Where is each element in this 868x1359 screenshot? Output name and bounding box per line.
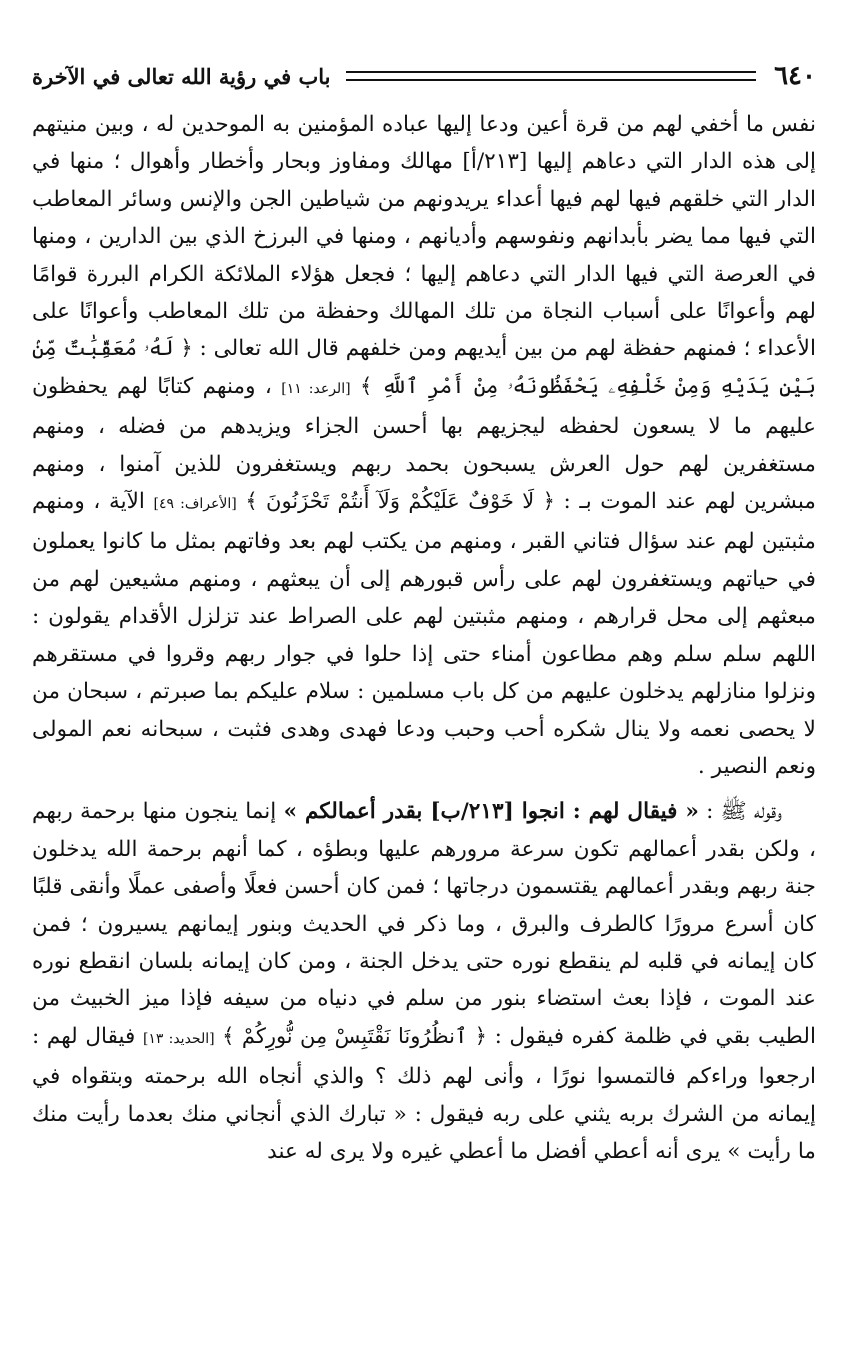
quran-verse-raad: ﴿ لَهُۥ مُعَقِّبَٰتٌ مِّنۢ بَيْنِ يَدَيْهِ وَمِنْ خَلْفِهِۦ يَحْفَظُونَهُۥ مِنْ أَمْرِ ٱللَّهِ ﴾ — [32, 336, 816, 398]
text-segment: الآية ، ومنهم مثبتين لهم عند سؤال فتاني القبر ، ومنهم من يكتب لهم بعد وفاتهم بمثل ما كانوا يعملون في حياتهم ويستغفرون لهم على رأس قبورهم إلى أن يبعثهم ، ومنهم مشيعين لهم من مبعثهم إلى محل قرارهم ، ومنهم مثبتين لهم على الصراط عند تزلزل الأقدام يقولون : اللهم سلم سلم وهم مطاعون أمناء حتى إذا حلوا في جوار ربهم وقروا في مستقرهم ونزلوا منازلهم يدخلون عليهم من كل باب مسلمين : سلام عليكم بما صبرتم ، سبحان من لا يحصى نعمه ولا ينال شكره أحب وحبب ودعا فهدى وهدى فثبت ، سبحانه نعم المولى ونعم النصير . — [32, 489, 816, 779]
page-number: ٦٤٠ — [774, 61, 816, 91]
page-header — [32, 58, 816, 94]
running-title: باب في رؤية الله تعالى في الآخرة — [32, 63, 331, 89]
verse-reference-raad: [الرعد: ١١] — [281, 380, 351, 397]
text-segment: نفس ما أخفي لهم من قرة أعين ودعا إليها عباده المؤمنين به الموحدين له ، وبين منيتهم إلى هذه الدار التي دعاهم إليها [٢١٣/أ] مهالك ومفاوز وبحار وأخطار وأهوال ؛ منها في الدار التي خلقهم فيها لهم فيها أعداء يريدونهم من شياطين الجن والإنس وسائر المعاطب التي فيها مما يضر بأبدانهم ونفوسهم وأديانهم ، ومنها في البرزخ الذي بين الدارين ، ومنها في العرصة التي فيها الدار التي دعاهم إليها ؛ فجعل هؤلاء الملائكة الكرام البررة قوامًا لهم وأعوانًا على أسباب النجاة من تلك المهالك وحفظة من تلك المعاطب وأعوانًا على الأعداء ؛ فمنهم حفظة لهم من بين أيديهم ومن خلفهم قال الله تعالى : — [32, 112, 816, 362]
text-segment: إنما ينجون منها برحمة ربهم ، ولكن بقدر أعمالهم تكون سرعة مرورهم عليها وبطؤه ، كما أنهم برحمة الله يدخلون جنة ربهم وبقدر أعمالهم يقتسمون درجاتها ؛ فمن كان أحسن فعلًا وأصفى عملًا وأنقى قلبًا كان أسرع مرورًا كالطرف والبرق ، وما ذكر في الحديث وبنور إيمانهم يسيرون ؛ فمن كان إيمانه في قلبه لم ينقطع نوره حتى يدخل الجنة ، ومن كان إيمانه بلسان انقطع نوره عند الموت ، فإذا بعث استضاء بنور من سلم في دنياه من سيفه فإذا ميز الخبيث من الطيب بقي في ظلمة كفره فيقول : — [32, 799, 816, 1049]
paragraph-crossing-sirat — [32, 793, 816, 1170]
quran-verse-hadid: ﴿ ٱنظُرُونَا نَقْتَبِسْ مِن نُّورِكُمْ ﴾ — [222, 1023, 487, 1048]
text-segment: فيقال لهم : ارجعوا وراءكم فالتمسوا نورًا ، وأنى لهم ذلك ؟ والذي أنجاه الله برحمته وبتقواه في إيمانه من الشرك بربه يثني على ربه فيقول : « تبارك الذي أنجاني منك بعدما رأيت منك ما رأيت » يرى أنه أعطي أفضل ما أعطي غيره ولا يرى له عند — [32, 1023, 816, 1164]
quran-verse-araf: ﴿ لَا خَوْفٌ عَلَيْكُمْ وَلَآ أَنتُمْ تَحْزَنُونَ ﴾ — [245, 489, 555, 514]
paragraph-angels-guardians — [32, 106, 816, 785]
body-text — [32, 106, 816, 1170]
text-segment: وقوله ﷺ : — [706, 799, 782, 825]
hadith-quote: « فيقال لهم : انجوا [٢١٣/ب] بقدر أعمالكم » — [283, 799, 699, 825]
text-segment: ، ومنهم كتابًا لهم يحفظون عليهم ما لا يسعون لحفظه ليجزيهم بها أحسن الجزاء ويزيدهم من فضله ، ومنهم مستغفرين لهم حول العرش يسبحون بحمد ربهم ويستغفرون للذين آمنوا ، ومنهم مبشرين لهم عند الموت بـ : — [32, 373, 816, 515]
verse-reference-araf: [الأعراف: ٤٩] — [153, 496, 237, 513]
verse-reference-hadid: [الحديد: ١٣] — [142, 1030, 215, 1047]
header-rule — [346, 71, 756, 81]
